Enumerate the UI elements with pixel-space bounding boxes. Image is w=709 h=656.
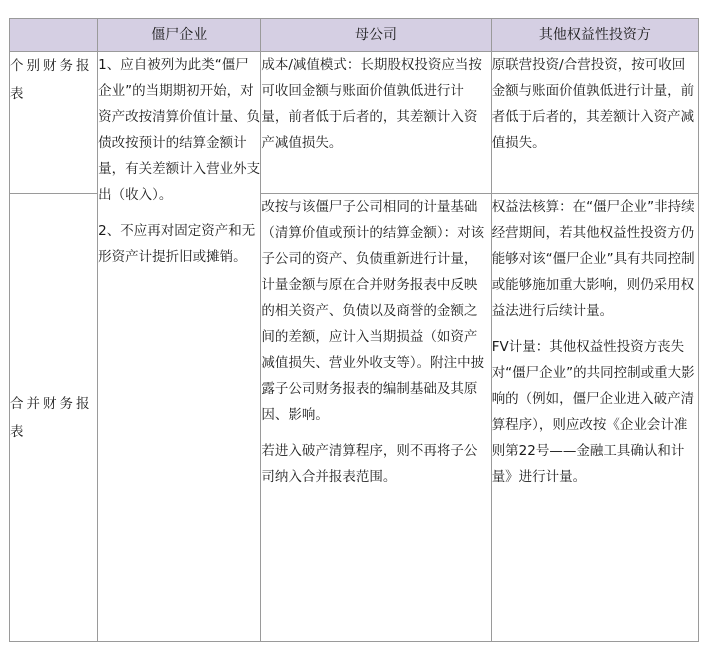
zombie-rule-1: 1、应自被列为此类“僵尸企业”的当期期初开始，对资产改按清算价值计量、负债改按预计的结算金额计量，有关差额计入营业外支出（收入）。 (98, 57, 261, 203)
other-consolidated-text-1: 权益法核算：在“僵尸企业”非持续经营期间，若其他权益性投资方仍能够对该“僵尸企业”具有共同控制或能够施加重大影响，则仍采用权益法进行后续计量。 (491, 199, 695, 319)
row-label-consolidated-text: 合并财务报表 (10, 396, 93, 440)
table-row-individual (10, 52, 699, 194)
header-cell-zombie: 僵尸企业 (98, 19, 261, 52)
cell-other-consolidated (491, 194, 698, 642)
zombie-rule-2: 2、不应再对固定资产和无形资产计提折旧或摊销。 (98, 223, 256, 265)
cell-parent-individual (261, 52, 491, 194)
other-individual-text: 原联营投资/合营投资，按可收回金额与账面价值孰低进行计量，前者低于后者的，其差额计入资产减值损失。 (491, 57, 695, 151)
header-cell-blank (10, 19, 98, 52)
parent-consolidated-text-1: 改按与该僵尸子公司相同的计量基础（清算价值或预计的结算金额）：对该子公司的资产、负债重新进行计量，计量金额与原在合并财务报表中反映的相关资产、负债以及商誉的金额之间的差额，应计入当期损益（如资产减值损失、营业外收支等）。附注中披露子公司财务报表的编制基础及其原因、影响。 (261, 199, 485, 423)
header-cell-parent: 母公司 (261, 19, 491, 52)
row-label-individual (10, 52, 98, 194)
cell-zombie (98, 52, 261, 642)
comparison-table (9, 18, 699, 642)
cell-parent-consolidated (261, 194, 491, 642)
cell-other-individual (491, 52, 698, 194)
parent-consolidated-text-2: 若进入破产清算程序，则不再将子公司纳入合并报表范围。 (261, 443, 478, 485)
other-consolidated-text-2: FV计量：其他权益性投资方丧失对“僵尸企业”的共同控制或重大影响的（例如，僵尸企业进入破产清算程序），则应改按《企业会计准则第22号——金融工具确认和计量》进行计量。 (491, 339, 695, 485)
row-label-consolidated (10, 194, 98, 642)
parent-individual-text: 成本/减值模式：长期股权投资应当按可收回金额与账面价值孰低进行计量，前者低于后者的，其差额计入资产减值损失。 (261, 57, 482, 151)
header-row (10, 19, 699, 52)
row-label-individual-text: 个别财务报表 (10, 58, 93, 102)
header-cell-other-investors: 其他权益性投资方 (491, 19, 698, 52)
